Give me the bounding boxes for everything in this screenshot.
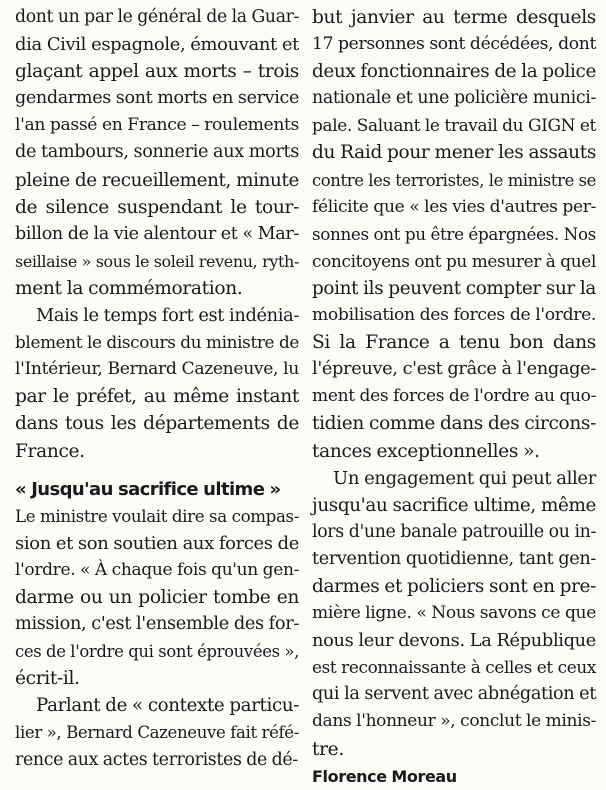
text-line: mission, c'est l'ensemble des for- bbox=[15, 614, 299, 635]
text-line: Si la France a tenu bon dans bbox=[312, 332, 596, 354]
text-line: glaçant appel aux morts – trois bbox=[15, 61, 299, 83]
text-line: Le ministre voulait dire sa compas- bbox=[15, 506, 299, 526]
text-line: est reconnaissante à celles et ceux bbox=[312, 657, 596, 678]
text-line: lier », Bernard Cazeneuve fait réfé- bbox=[15, 723, 299, 743]
text-line: l'an passé en France – roulements bbox=[15, 115, 299, 136]
text-line: nous leur devons. La République bbox=[312, 630, 596, 652]
text-line: darme ou un policier tombe en bbox=[15, 586, 299, 608]
text-line: tre. bbox=[312, 738, 344, 760]
text-line: dont un par le général de la Guar- bbox=[15, 7, 299, 27]
text-line: pale. Saluant le travail du GIGN et bbox=[312, 115, 596, 136]
right-column bbox=[312, 4, 596, 790]
text-line: de silence suspendant le tour- bbox=[15, 196, 299, 218]
text-line: dans tous les départements de bbox=[15, 413, 299, 435]
paragraph-speech bbox=[15, 302, 299, 465]
text-line: ment la commémoration. bbox=[15, 277, 243, 299]
text-line: sion et son soutien aux forces de bbox=[15, 532, 299, 554]
text-line: tidien comme dans des circons- bbox=[312, 413, 596, 435]
text-line: tances exceptionnelles ». bbox=[312, 440, 540, 462]
text-line: sonnes ont pu être épargnées. Nos bbox=[312, 223, 596, 244]
section-heading: « Jusqu'au sacrifice ultime » bbox=[15, 478, 281, 500]
text-line: rence aux actes terroristes de dé- bbox=[15, 749, 298, 770]
text-line: France. bbox=[15, 440, 85, 462]
paragraph-attacks bbox=[312, 4, 596, 465]
text-line: point ils peuvent compter sur la bbox=[312, 277, 596, 299]
text-line: félicite que « les vies d'autres per- bbox=[312, 196, 596, 217]
text-line: concitoyens ont pu mesurer à quel bbox=[312, 250, 596, 271]
text-line: ment des forces de l'ordre au quo- bbox=[312, 386, 596, 407]
text-line: darmes et policiers sont en pre- bbox=[312, 575, 596, 597]
text-line: Mais le temps fort est indénia- bbox=[36, 305, 299, 327]
text-line: nationale et une policière munici- bbox=[312, 88, 596, 109]
text-line: l'Intérieur, Bernard Cazeneuve, lu bbox=[15, 359, 299, 380]
text-line: par le préfet, au même instant bbox=[15, 386, 299, 408]
text-line: l'épreuve, c'est grâce à l'engage- bbox=[312, 359, 596, 380]
paragraph-context bbox=[15, 692, 299, 773]
paragraph-commemoration bbox=[15, 4, 299, 302]
text-line: du Raid pour mener les assauts bbox=[312, 142, 596, 164]
text-line: mière ligne. « Nous savons ce que bbox=[312, 603, 596, 624]
text-line: deux fonctionnaires de la police bbox=[312, 61, 596, 83]
text-line: dia Civil espagnole, émouvant et bbox=[15, 34, 299, 56]
text-line: lors d'une banale patrouille ou in- bbox=[312, 521, 596, 542]
author-signature: Florence Moreau bbox=[312, 766, 457, 786]
text-line: blement le discours du ministre de bbox=[15, 332, 299, 353]
section-gap bbox=[15, 465, 299, 476]
text-line: jusqu'au sacrifice ultime, même bbox=[312, 494, 596, 516]
paragraph-engagement bbox=[312, 465, 596, 763]
text-line: Un engagement qui peut aller bbox=[333, 467, 596, 489]
text-line: dans l'honneur », conclut le minis- bbox=[312, 711, 596, 732]
text-line: but janvier au terme desquels bbox=[312, 7, 596, 28]
text-line: billon de la vie alentour et « Mar- bbox=[15, 223, 299, 244]
text-line: qui la servent avec abnégation et bbox=[312, 684, 596, 705]
text-line: pleine de recueillement, minute bbox=[15, 169, 299, 191]
text-line: l'ordre. « À chaque fois qu'un gen- bbox=[15, 559, 299, 580]
text-line: seillaise » sous le soleil revenu, ryth- bbox=[15, 251, 299, 271]
text-line: écrit-il. bbox=[15, 668, 80, 690]
text-line: de tambours, sonnerie aux morts bbox=[15, 142, 299, 163]
paragraph-compassion bbox=[15, 503, 299, 693]
text-line: tervention quotidienne, tant gen- bbox=[312, 548, 596, 569]
text-line: mobilisation des forces de l'ordre. bbox=[312, 305, 596, 326]
text-line: Parlant de « contexte particu- bbox=[36, 695, 299, 717]
text-line: gendarmes sont morts en service bbox=[15, 88, 299, 109]
text-line: 17 personnes sont décédées, dont bbox=[312, 34, 596, 55]
text-line: ces de l'ordre qui sont éprouvées », bbox=[15, 642, 299, 662]
text-line: contre les terroristes, le ministre se bbox=[312, 170, 596, 190]
left-column bbox=[15, 4, 299, 774]
